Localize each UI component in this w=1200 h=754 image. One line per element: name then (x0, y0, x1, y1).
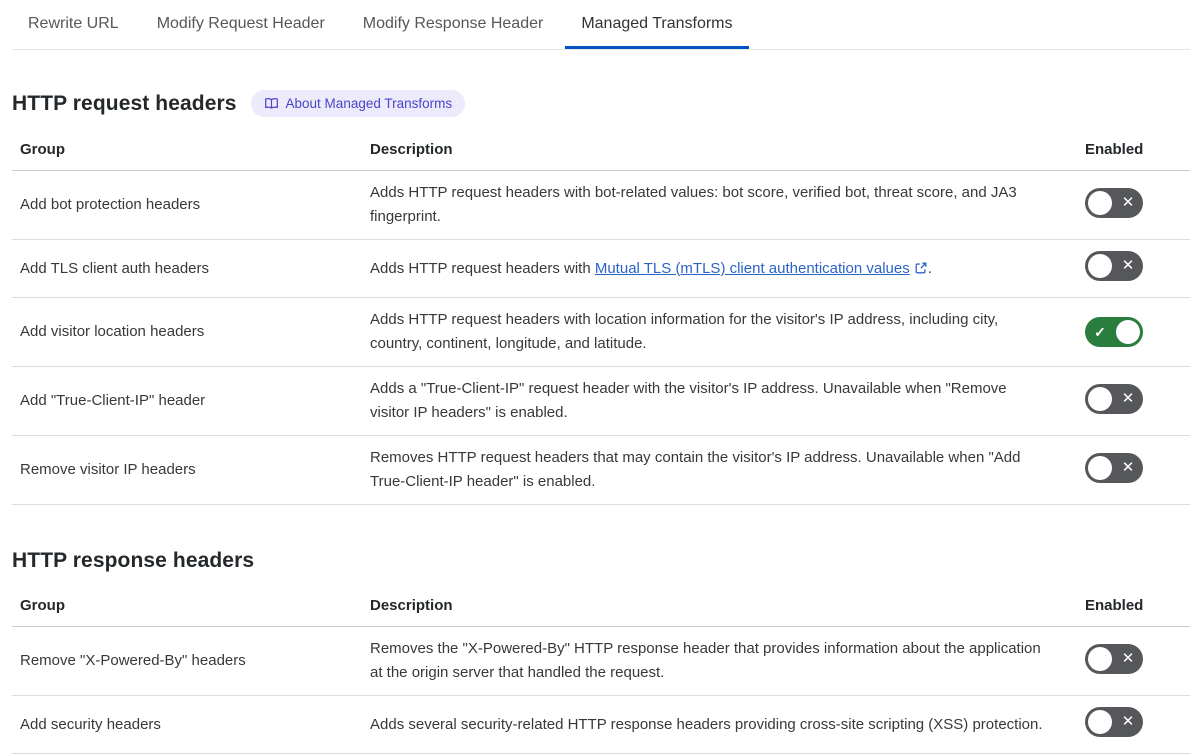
row-description: Removes the "X-Powered-By" HTTP response header that provides information about the application at the origin server that handled the request. (362, 627, 1077, 696)
toggle-knob (1088, 191, 1112, 215)
tab-modify-request-header[interactable]: Modify Request Header (156, 15, 325, 32)
column-header-description: Description (362, 131, 1077, 171)
toggle-knob (1088, 387, 1112, 411)
request-headers-table (12, 131, 1190, 505)
table-row (12, 436, 1190, 505)
row-group-label: Add visitor location headers (12, 298, 362, 367)
row-group-label: Add "True-Client-IP" header (12, 367, 362, 436)
table-header-row (12, 587, 1190, 627)
toggle-knob (1088, 456, 1112, 480)
enabled-toggle[interactable] (1085, 384, 1143, 414)
row-enabled-cell (1077, 171, 1190, 240)
row-group-label: Add bot protection headers (12, 171, 362, 240)
row-description: Adds HTTP request headers with bot-related values: bot score, verified bot, threat score, and JA3 fingerprint. (362, 171, 1077, 240)
column-header-description: Description (362, 587, 1077, 627)
row-enabled-cell (1077, 367, 1190, 436)
column-header-group: Group (12, 587, 362, 627)
x-icon: ✕ (1121, 389, 1135, 407)
row-enabled-cell (1077, 696, 1190, 754)
row-description: Removes HTTP request headers that may contain the visitor's IP address. Unavailable when "Add True-Client-IP header" is enabled. (362, 436, 1077, 505)
row-group-label: Add security headers (12, 696, 362, 754)
tab-modify-response-header[interactable]: Modify Response Header (362, 15, 544, 32)
row-enabled-cell (1077, 298, 1190, 367)
table-row (12, 696, 1190, 754)
badge-label: About Managed Transforms (285, 96, 453, 111)
toggle-knob (1088, 254, 1112, 278)
column-header-enabled: Enabled (1077, 131, 1190, 171)
tab-managed-transforms[interactable]: Managed Transforms (565, 0, 748, 49)
about-managed-transforms-badge[interactable] (251, 90, 466, 117)
row-group-label: Remove visitor IP headers (12, 436, 362, 505)
x-icon: ✕ (1121, 458, 1135, 476)
table-header-row (12, 131, 1190, 171)
row-group-label: Add TLS client auth headers (12, 240, 362, 298)
enabled-toggle[interactable] (1085, 317, 1143, 347)
response-headers-table (12, 587, 1190, 754)
check-icon: ✓ (1094, 324, 1106, 340)
book-icon (264, 96, 279, 111)
row-description: Adds several security-related HTTP response headers providing cross-site scripting (XSS) protection. (362, 696, 1077, 754)
enabled-toggle[interactable] (1085, 644, 1143, 674)
table-row (12, 627, 1190, 696)
request-headers-title: HTTP request headers (12, 91, 237, 115)
table-row (12, 298, 1190, 367)
row-description: Adds a "True-Client-IP" request header with the visitor's IP address. Unavailable when "Remove visitor IP headers" is enabled. (362, 367, 1077, 436)
request-headers-section-head (12, 90, 1188, 117)
column-header-enabled: Enabled (1077, 587, 1190, 627)
response-headers-title: HTTP response headers (12, 549, 255, 572)
x-icon: ✕ (1121, 713, 1135, 730)
toggle-knob (1088, 647, 1112, 671)
row-description: Adds HTTP request headers with Mutual TLS (mTLS) client authentication values . (362, 240, 1077, 298)
table-row (12, 367, 1190, 436)
external-link-icon (914, 261, 928, 275)
table-row (12, 240, 1190, 298)
x-icon: ✕ (1121, 193, 1135, 211)
response-headers-section-head (12, 549, 1188, 573)
table-row (12, 171, 1190, 240)
enabled-toggle[interactable] (1085, 251, 1143, 281)
row-enabled-cell (1077, 240, 1190, 298)
row-enabled-cell (1077, 436, 1190, 505)
row-group-label: Remove "X-Powered-By" headers (12, 627, 362, 696)
row-description: Adds HTTP request headers with location information for the visitor's IP address, including city, country, continent, longitude, and latitude. (362, 298, 1077, 367)
x-icon: ✕ (1121, 257, 1135, 274)
tab-rewrite-url[interactable]: Rewrite URL (28, 15, 119, 32)
column-header-group: Group (12, 131, 362, 171)
toggle-knob (1088, 710, 1112, 734)
enabled-toggle[interactable] (1085, 453, 1143, 483)
x-icon: ✕ (1121, 649, 1135, 667)
description-link[interactable]: Mutual TLS (mTLS) client authentication values (594, 259, 910, 277)
enabled-toggle[interactable] (1085, 707, 1143, 737)
enabled-toggle[interactable] (1085, 188, 1143, 218)
tab-bar (12, 0, 1190, 50)
toggle-knob (1116, 320, 1140, 344)
row-enabled-cell (1077, 627, 1190, 696)
